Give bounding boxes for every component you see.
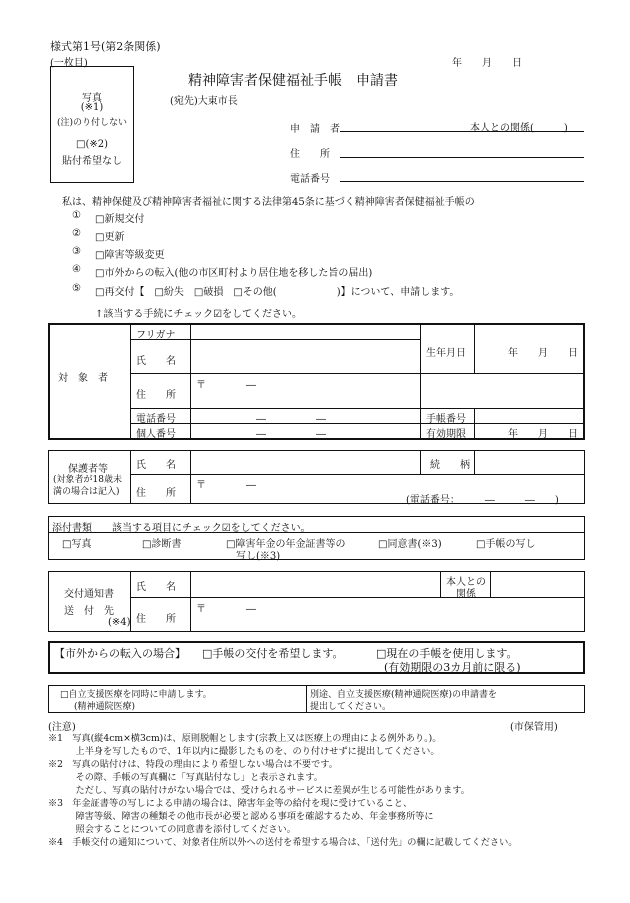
photo-opt-label: 貼付希望なし [62,156,122,167]
photo-opt-checkbox[interactable]: □(※2) [76,139,108,150]
note-line: 照会することについての同意書を添付してください。 [48,824,296,835]
attach-pension[interactable]: □障害年金の年金証書等の [226,539,346,550]
note-line: ※3 年金証書等の写しによる申請の場合は、障害年金等の給付を現に受けていること、 [48,798,413,809]
guardian-note-2: 満の場合は記入) [53,487,120,497]
guardian-address-label: 住 所 [136,488,176,499]
personal-label: 個人番号 [136,429,176,440]
guardian-relation-label: 続 柄 [430,460,470,471]
date-day: 日 [512,58,522,69]
subject-label: 対 象 者 [58,373,108,384]
guardian-phone[interactable]: (電話番号： ― ― ) [406,495,559,506]
medical-sub: (精神通院医療) [74,702,136,712]
applicant-address-label: 住 所 [290,149,330,160]
transfer-label: 【市外からの転入の場合】 [54,647,186,660]
guardian-postal: 〒 ― [196,480,256,491]
expiry-label: 有効期限 [426,429,466,440]
delivery-address-label: 住 所 [136,614,176,625]
birth-ymd: 年 月 日 [508,348,578,359]
note-line: 障害等級、障害の種類その他市長が必要と認める事項を確認するため、年金事務所等に [48,811,434,822]
attach-consent[interactable]: □同意書(※3) [378,539,442,550]
delivery-grid [130,571,585,632]
personal-field[interactable]: ― ― [256,429,326,440]
note-line: ※2 写真の貼付けは、特段の理由により希望しない場合は不要です。 [48,759,338,770]
applicant-label: 申 請 者 [290,124,340,135]
subject-phone-label: 電話番号 [136,414,176,425]
attach-photo[interactable]: □写真 [62,539,92,550]
sheet-label: (一枚目) [50,58,88,69]
note-line: ※1 写真(縦4cm×横3cm)は、原則脱帽とします(宗教上又は医療上の理由による例外あり。)。 [48,733,442,744]
transfer-opt3: (有効期限の3カ月前に限る) [384,661,521,674]
subject-postal: 〒 ― [196,380,256,391]
applicant-phone-field[interactable] [340,181,584,182]
option-5-num: ⑤ [72,283,81,294]
page-title: 精神障害者保健福祉手帳 申請書 [188,73,398,89]
subject-phone-field[interactable]: ― ― [256,414,326,425]
photo-no-glue: (注)のり付しない [56,118,128,128]
form-number: 様式第1号(第2条関係) [50,40,161,53]
transfer-opt2[interactable]: □現在の手帳を使用します。 [376,647,518,660]
guardian-grid [130,450,585,504]
attach-pension-2: 写し(※3) [236,551,281,562]
delivery-dest: 送 付 先 [64,606,114,617]
option-3[interactable]: □障害等級変更 [95,250,165,261]
medical-right-2: 提出してください。 [310,702,392,712]
check-note: ↑該当する手続にチェック☑をしてください。 [95,309,303,320]
delivery-note: (※4) [108,617,131,628]
note-line: 上半身を写したもので、1年以内に撮影したものを、のり付けせずに提出してください。 [48,746,440,757]
office-use: (市保管用) [510,722,558,733]
photo-note-ref: (※1) [80,102,104,113]
option-5[interactable]: □再交付【 □紛失 □破損 □その他( )】について、申請します。 [95,287,460,298]
applicant-relation: 本人との関係( ) [470,123,568,134]
medical-right-1: 別途、自立支援医療(精神通院医療)の申請書を [310,690,498,700]
applicant-address-field[interactable] [340,157,584,158]
transfer-opt1[interactable]: □手帳の交付を希望します。 [202,647,344,660]
option-4-num: ④ [72,264,81,275]
intro-text: 私は、精神保健及び精神障害者福祉に関する法律第45条に基づく精神障害者保健福祉手帳の [62,197,475,208]
note-line: その際、手帳の写真欄に「写真貼付なし」と表示されます。 [48,772,323,783]
option-2-num: ② [72,228,81,239]
guardian-label: 保護者等 [68,464,108,475]
attach-title: 添付書類 該当する項目にチェック☑をしてください。 [52,523,311,534]
option-2[interactable]: □更新 [95,232,125,243]
photo-box[interactable] [50,66,134,183]
medical-checkbox[interactable]: □自立支援医療を同時に申請します。 [60,690,212,700]
attach-diagnosis[interactable]: □診断書 [142,539,182,550]
note-line: ただし、写真の貼付けがない場合では、受けられるサービスに差異が生じる可能性があります。 [48,785,470,796]
subject-grid [130,324,584,439]
delivery-relation-label-2: 関係 [456,589,476,600]
photo-label: 写真 [82,93,102,104]
delivery-label: 交付通知書 [64,589,114,600]
delivery-postal: 〒 ― [196,604,256,615]
option-1[interactable]: □新規交付 [95,214,145,225]
notes-head: (注意) [48,722,76,733]
furigana-label: フリガナ [136,330,176,341]
option-3-num: ③ [72,246,81,257]
option-4[interactable]: □市外からの転入(他の市区町村より居住地を移した旨の届出) [95,268,373,279]
delivery-relation-label: 本人との [446,577,486,588]
subject-address-label: 住 所 [136,390,176,401]
guardian-name-label: 氏 名 [136,460,176,471]
note-line: ※4 手帳交付の通知について、対象者住所以外への送付を希望する場合は、「送付先」の欄に記載してください。 [48,837,518,848]
attach-notebook-copy[interactable]: □手帳の写し [476,539,536,550]
subject-name-label: 氏 名 [136,356,176,367]
addressee: (宛先)大東市長 [170,96,238,107]
applicant-phone-label: 電話番号 [290,174,330,185]
expiry-ymd: 年 月 日 [508,429,578,440]
option-1-num: ① [72,210,81,221]
delivery-name-label: 氏 名 [136,582,176,593]
date-year: 年 [452,58,462,69]
birth-label: 生年月日 [426,348,466,359]
guardian-note-1: (対象者が18歳未 [53,475,122,485]
date-month: 月 [482,58,492,69]
notebook-label: 手帳番号 [426,414,466,425]
